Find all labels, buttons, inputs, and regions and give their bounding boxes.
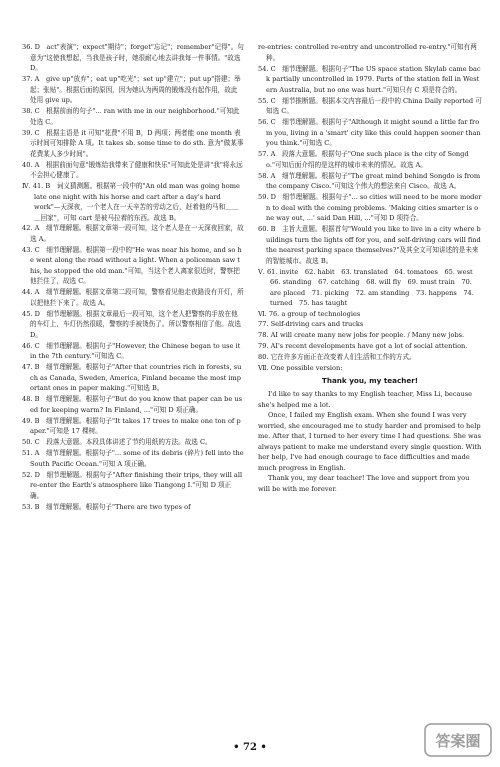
answer-59: 59. D 细节理解题。根据句子"... so cities will need to be more modern to deal with the coming problems. 'Making cities smarter is one way out, ...' said Dan Hill, ..."可知 D 项符合。 <box>258 193 482 222</box>
answer-60: 60. B 主旨大意题。根据首句"Would you like to live in a city where buildings turn the lights off for you, and self-driving cars will find the nearest parking space themselves?"及其全文可知讲述的是未来的智能城市。故选 B。 <box>258 225 481 265</box>
answer-49: 49. B 细节理解题。根据句子"It takes 17 trees to make one ton of paper."可知是 17 棵树。 <box>22 416 241 435</box>
answer-38: 38. C 根据前面的句子"... ran with me in our neighborhood."可知此处选 C。 <box>22 107 240 126</box>
answer-36: 36. D act"表演"；expect"期待"；forget"忘记"；remember"记得"。句意为"这使我想起，当我是孩子时，她很耐心地去讲我每一件事情。"故选 D。 <box>22 43 244 72</box>
answer-58: 58. A 细节理解题。根据句子"The great mind behind Songdo is from the company Cisco."可知这个伟大的想法来自 Cisco。故选 A。 <box>258 171 481 190</box>
section-7-heading: Ⅶ. One possible version: <box>258 364 343 372</box>
answer-47: 47. B 细节理解题。根据句子"After that countries rich in forests, such as Canada, Sweden, America, Finland became the most important ones in paper making."可知选 B。 <box>22 363 242 392</box>
answer-43: 43. C 细节理解题。根据第一段中的"He was near his home, and so he went along the road without a light. When a policeman saw this, he stopped the old man."可知，当这个老人离家很近时，警察把他拦住了，故选 C。 <box>22 245 242 285</box>
answer-39: 39. C 根据主语是 it 可知"花费"不用 B，D 两项；两者能 one month 表示时间可知排除 A 项。It takes sb. some time to do sth. 意为"做某事花费某人多少时间"。 <box>22 128 244 158</box>
model-essay <box>258 376 482 495</box>
watermark-logo <box>424 722 492 758</box>
answer-56: 56. C 细节理解题。根据句子"Although it might sound a little far from you, living in a 'smart' city like this could happen sooner than you think."可知选 C。 <box>258 118 481 147</box>
answer-51: 51. A 细节理解题。根据句子"... some of its debris (碎片) fell into the South Pacific Ocean."可知 A 项正确。 <box>22 449 244 468</box>
answer-45: 45. D 细节理解题。根据文章最后一段可知，这个老人把警察的手放在他的车灯上，车灯仍然很暖，警察的手被烫伤了。所以警察相信了他。故选 D。 <box>22 309 241 339</box>
section-5-answers: Ⅴ. 61. invite 62. habit 63. translated 64. tomatoes 65. west 66. standing 67. catching 68. will fly 69. must train 70. are placed 71. picking 72. am standing 73. happens 74. turned 75. has taught <box>258 267 480 307</box>
answer-54: 54. C 细节理解题。根据句子"The US space station Skylab came back partially uncontrolled in 1979. Parts of the station fell in Western Australia, but no one was hurt."可知只有 C 项是符合的。 <box>258 64 481 94</box>
answer-77: 77. Self-driving cars and trucks <box>258 320 364 328</box>
answer-55: 55. C 细节推断题。根据本文内容最后一段中的 China Daily reported 可知选 C。 <box>258 96 482 115</box>
answer-76: Ⅵ. 76. a group of technologies <box>258 309 361 318</box>
essay-title: Thank you, my teacher! <box>321 375 419 385</box>
answer-80: 80. 它在许多方面正在改变着人们生活和工作的方式。 <box>258 353 416 361</box>
answer-44: 44. A 细节理解题。根据文章第二段可知，警察看见他走夜路没有开灯，所以把他拦下来了。故选 A。 <box>22 288 244 307</box>
left-column <box>22 42 244 513</box>
answer-40: 40. A 根据前面句意"锻炼给我带来了健康和快乐"可知此处是讲"我"将永远不会担心健康了。 <box>22 160 243 179</box>
essay-paragraph: Once, I failed my English exam. When she found I was very worried, she encouraged me to study harder and promised to help me. After that, I turned to her every time I had questions. She was always patient to make me understand every single question. With her help, I've had enough courage to face difficulties and made much progress in English. <box>258 411 482 472</box>
watermark-text: 答案圈 <box>435 732 481 750</box>
page-number: • 72 • <box>233 742 267 753</box>
answer-78: 78. AI will create many new jobs for people. / Many new jobs. <box>258 331 465 339</box>
answer-46: 46. C 细节理解题。根据句子"However, the Chinese began to use it in the 7th century."可知选 C。 <box>22 341 241 360</box>
answer-79: 79. AI's recent developments have got a lot of social attention. <box>258 342 468 350</box>
answer-52: 52. D 细节理解题。根据句子"After finishing their trips, they will all re-enter the Earth's atmosphere like Tiangong Ⅰ."可知 D 项正确。 <box>22 470 243 500</box>
answer-37: 37. A give up"放弃"；eat up"吃光"；set up"建立"；put up"搭建；举起；张贴"。根据后面的原因，因为她认为两周的锻炼没有起作用，故此处用 give up。 <box>22 75 241 104</box>
answer-48: 48. B 细节理解题。根据句子"But do you know that paper can be used for keeping warm? In Finland, ..."可知 D 项正确。 <box>22 395 243 414</box>
answer-57: 57. A 段落大意题。根据句子"One such place is the city of Songdo."可知后面介绍的是这样的城市未来的情况。故选 A。 <box>258 150 469 169</box>
answer-42: 42. A 细节理解题。根据文章第一段可知，这个老人是在一天深夜回家，故选 A。 <box>22 224 244 243</box>
right-column <box>258 42 482 494</box>
answer-53-cont: re-entries: controlled re-entry and uncontrolled re-entry."可知有两种。 <box>258 43 477 62</box>
answer-41: Ⅳ. 41. B 词义猜测题。根据第一段中的"An old man was going home late one night with his horse and cart after a day's hard work"—天深夜，一个老人在一天辛苦的劳动之后，赶着他的马和＿＿＿回家"，可知 cart 是被马拉着的东西。故选 B。 <box>22 182 240 222</box>
answer-53: 53. B 细节理解题。根据句子"There are two types of <box>22 502 191 511</box>
essay-paragraph: Thank you, my dear teacher! The love and support from you will be with me forever. <box>258 474 470 493</box>
essay-paragraph: I'd like to say thanks to my English teacher, Miss Li, because she's helped me a lot. <box>258 390 472 409</box>
answer-50: 50. C 段落大意题。本段具体讲述了节约用纸的方法。故选 C。 <box>22 438 212 446</box>
